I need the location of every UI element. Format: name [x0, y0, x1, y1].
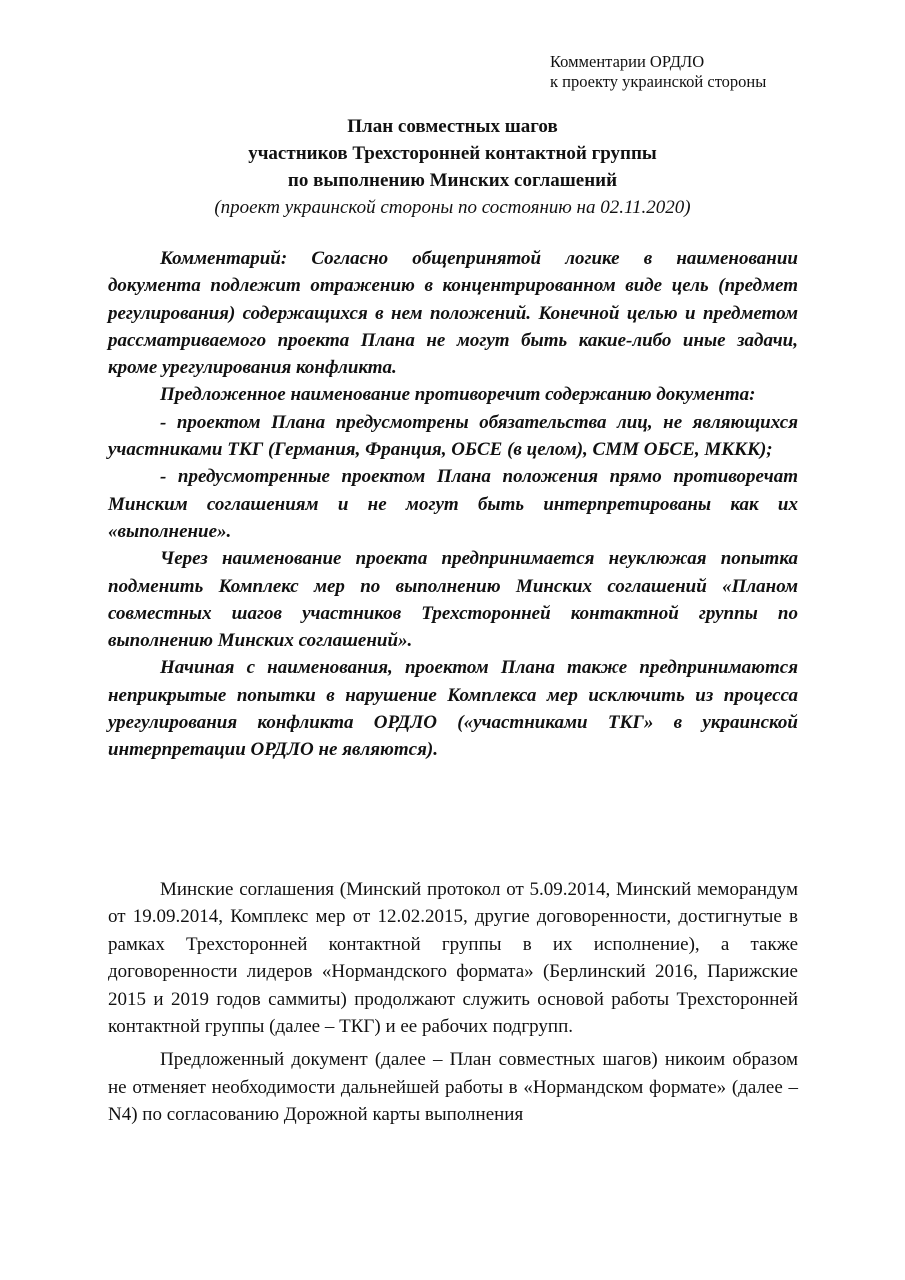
comment-paragraph-6: Начиная с наименования, проектом Плана также предпринимаются неприкрытые попытки в нарушение Комплекса мер исключить из процесса урегулирования конфликта ОРДЛО («участниками ТКГ» в украинской интерпретации ОРДЛО не являются). — [108, 657, 798, 761]
comment-paragraph-4: - предусмотренные проектом Плана положения прямо противоречат Минским соглашениям и не могут быть интерпретированы как их «выполнение». — [108, 466, 798, 542]
body-paragraph-2: Предложенный документ (далее – План совместных шагов) никоим образом не отменяет необходимости дальнейшей работы в «Нормандском формате» (далее – N4) по согласованию Дорожной карты выполнения — [108, 1049, 798, 1126]
title-line-1: План совместных шагов — [347, 116, 558, 137]
body-text — [108, 876, 798, 1129]
comment-paragraph-5: Через наименование проекта предпринимается неуклюжая попытка подменить Комплекс мер по выполнению Минских соглашений «Планом совместных шагов участников Трехсторонней контактной группы по выполнению Минских соглашений». — [108, 548, 798, 652]
header-note-line-1: Комментарии ОРДЛО — [550, 52, 705, 71]
comment-paragraph-1: Комментарий: Согласно общепринятой логике в наименовании документа подлежит отражению в концентрированном виде цель (предмет регулирования) содержащихся в нем положений. Конечной целью и предметом рассматриваемого проекта Плана не могут быть какие-либо иные задачи, кроме урегулирования конфликта. — [108, 248, 798, 379]
header-note-line-2: к проекту украинской стороны — [550, 72, 767, 91]
title-subtitle: (проект украинской стороны по состоянию на 02.11.2020) — [214, 197, 691, 218]
comment-paragraph-2: Предложенное наименование противоречит содержанию документа: — [160, 384, 756, 406]
title-line-3: по выполнению Минских соглашений — [287, 170, 618, 191]
body-paragraph-1: Минские соглашения (Минский протокол от 5.09.2014, Минский меморандум от 19.09.2014, Комплекс мер от 12.02.2015, другие договоренности, достигнутые в рамках Трехсторонней контактной группы в их исполнение), а также договоренности лидеров «Нормандского формата» (Берлинский 2016, Парижские 2015 и 2019 годов саммиты) продолжают служить основой работы Трехсторонней контактной группы (далее – ТКГ) и ее рабочих подгрупп. — [108, 879, 798, 1038]
comment-paragraph-3: - проектом Плана предусмотрены обязательства лиц, не являющихся участниками ТКГ (Германия, Франция, ОБСЕ (в целом), СММ ОБСЕ, МККК); — [108, 411, 798, 461]
title-line-2: участников Трехсторонней контактной группы — [248, 143, 657, 164]
document-title — [0, 113, 905, 221]
comment-block — [108, 245, 798, 764]
header-note — [550, 52, 766, 92]
